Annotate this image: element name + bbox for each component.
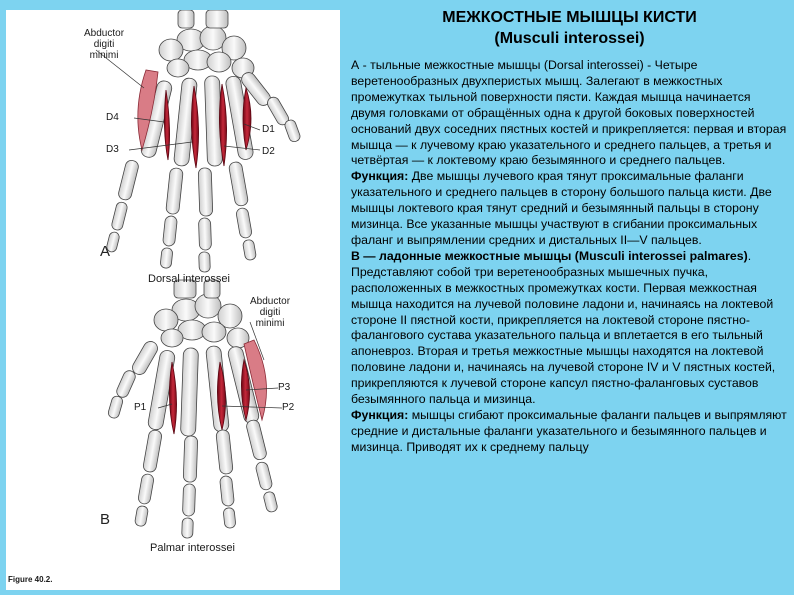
dorsal-heading: А - тыльные межкостные мышцы (Dorsal interossei) <box>351 58 644 72</box>
page-title: МЕЖКОСТНЫЕ МЫШЦЫ КИСТИ <box>442 9 697 26</box>
text-column <box>351 8 788 592</box>
body-text <box>351 58 788 456</box>
label-p3: P3 <box>278 382 291 393</box>
panel-letter-a: A <box>100 243 111 260</box>
function1-label: Функция: <box>351 169 409 184</box>
label-p2: P2 <box>282 402 295 413</box>
abductor-label-palmar: Abductor digiti minimi <box>250 296 291 329</box>
label-d1: D1 <box>262 124 275 135</box>
palmar-text: . Представляют собой три веретенообразных мышечных пучка, расположенных в межкостных промежутках кости. Первая межкостная мышца находится на лучевой половине ладони и, начинаясь на локтевой стороне II пястной кости, прикрепляется на локтевой стороне пястно-фалангового сустава указательного пальца и вплетается в его тыльный апоневроз. Вторая и третья межкостные мышцы находятся на локтевой половине ладони и, начинаясь на лучевой стороне IV и V пястных костей, прикрепляются к лучевой стороне капсул пястно-фаланговых суставов безымянного пальца и мизинца. <box>351 248 776 407</box>
page-subtitle: (Musculi interossei) <box>494 30 645 47</box>
panel-letter-b: B <box>100 511 111 528</box>
label-d4: D4 <box>106 112 119 123</box>
caption-dorsal: Dorsal interossei <box>148 273 230 285</box>
figure-number: Figure 40.2. <box>8 575 53 584</box>
dorsal-hand-drawing <box>96 10 301 272</box>
dorsal-text: - Четыре веретенообразных двухперистых мышц. Залегают в межкостных промежутках тыльной поверхности пясти. Каждая мышца начинается двумя головками от обращённых одна к другой боковых поверхностей оснований двух соседних пястных костей и прикрепляется: первая и вторая мышца — к лучевому краю указательного и среднего пальцев, а третья и четвёртая — к локтевому краю безымянного и среднего пальцев. <box>351 58 787 168</box>
label-d3: D3 <box>106 144 119 155</box>
function1-text: Две мышцы лучевого края тянут проксимальные фаланги указательного и среднего пальцев в сторону большого пальца кисти. Две мышцы локтевого края тянут средний и безымянный пальцы в сторону мизинца. Все указанные мышцы участвуют в сгибании проксимальных фаланг и выпрямлении средних и дистальных II—V пальцев. <box>351 169 772 247</box>
palmar-heading: В — ладонные межкостные мышцы (Musculi interossei palmares) <box>351 248 748 263</box>
abductor-label-dorsal: Abductor digiti minimi <box>84 28 125 61</box>
anatomy-figure <box>6 10 340 590</box>
function2-label: Функция: <box>351 407 409 422</box>
caption-palmar: Palmar interossei <box>150 542 235 554</box>
function2-text: мышцы сгибают проксимальные фаланги пальцев и выпрямляют средние и дистальные фаланги указательного и безымянного пальцев и мизинца. Приводят их к среднему пальцу <box>351 407 787 454</box>
label-p1: P1 <box>134 402 147 413</box>
label-d2: D2 <box>262 146 275 157</box>
